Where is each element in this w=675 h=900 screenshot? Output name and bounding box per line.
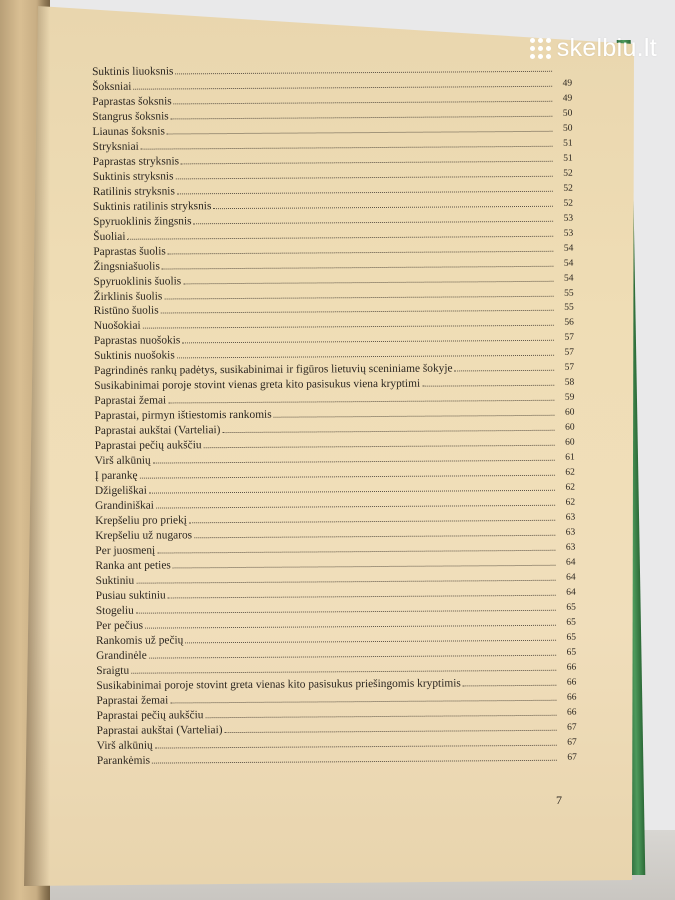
toc-entry-title: Grandiniškai <box>95 499 154 513</box>
dot-leader <box>173 564 556 569</box>
toc-entry-page: 64 <box>566 572 576 583</box>
toc-entry-page: 49 <box>562 78 573 89</box>
dot-leader <box>153 459 555 464</box>
toc-entry-title: Šuoliai <box>93 230 126 243</box>
dot-leader <box>171 115 553 120</box>
dot-leader <box>194 534 555 539</box>
dot-leader <box>177 190 553 195</box>
toc-entry-title: Susikabinimai poroje stovint greta vienas kito pasisukus priešingomis kryptimis <box>96 677 461 692</box>
toc-entry-title: Pagrindinės rankų padėtys, susikabinimai ir figūros lietuvių sceniniame šokyje <box>94 362 453 378</box>
dot-leader <box>182 339 554 344</box>
toc-entry-title: Paprastas šoksnis <box>92 95 172 108</box>
dot-leader <box>141 145 553 150</box>
dot-leader <box>136 579 555 584</box>
watermark <box>530 34 657 63</box>
toc-entry-page: 60 <box>565 422 575 433</box>
dot-leader <box>167 130 553 135</box>
dot-leader <box>183 279 553 284</box>
dot-leader <box>161 309 554 314</box>
toc-entry-page: 52 <box>563 183 573 194</box>
toc-entry-page: 49 <box>562 93 573 104</box>
toc-entry-title: Suktinis ratilinis stryksnis <box>92 199 212 213</box>
dot-leader <box>162 264 554 269</box>
toc-entry-title: Žirklinis šuolis <box>93 290 163 303</box>
dot-leader <box>145 624 556 629</box>
dot-leader <box>127 234 553 239</box>
toc-entry-page: 63 <box>565 512 576 523</box>
dot-leader <box>152 758 557 763</box>
toc-entry-title: Stryksniai <box>92 140 139 153</box>
dot-leader <box>164 294 553 299</box>
toc-entry-page: 60 <box>565 437 575 448</box>
dot-leader <box>156 504 555 509</box>
toc-entry-title: Žingsniašuolis <box>93 260 160 273</box>
toc-entry-page: 62 <box>565 497 576 508</box>
toc-entry-page: 62 <box>565 482 576 493</box>
dot-leader <box>185 639 556 644</box>
toc-entry-title: Suktiniu <box>95 574 135 587</box>
toc-entry-page: 64 <box>566 587 576 598</box>
toc-entry-page: 66 <box>566 662 577 673</box>
toc-entry-page: 63 <box>565 527 576 538</box>
toc-entry-title: Paprastai aukštai (Varteliai) <box>94 424 221 438</box>
toc-entry-title: Stogeliu <box>95 604 134 617</box>
page-number: 7 <box>556 793 562 807</box>
table-of-contents <box>92 60 577 767</box>
dot-grid-icon <box>530 38 551 59</box>
toc-entry-title: Paprastai, pirmyn ištiestomis rankomis <box>94 409 272 423</box>
toc-entry-page: 51 <box>563 153 573 164</box>
dot-leader <box>143 324 554 329</box>
toc-entry-page: 64 <box>565 557 576 568</box>
dot-leader <box>176 175 553 180</box>
dot-leader <box>157 549 555 554</box>
toc-entry-page: 65 <box>566 632 577 643</box>
dot-leader <box>213 204 553 208</box>
toc-entry-title: Paprastai pečių aukščiu <box>96 708 204 722</box>
toc-entry-title: Nuošokiai <box>93 320 141 333</box>
toc-entry-page: 50 <box>562 123 573 134</box>
toc-entry-page: 67 <box>567 752 577 763</box>
toc-entry-page: 55 <box>564 288 574 299</box>
toc-entry-title: Suktinis liuoksnis <box>92 65 174 78</box>
toc-entry-page: 63 <box>565 542 576 553</box>
dot-leader <box>463 683 557 686</box>
toc-entry-page: 53 <box>563 213 574 224</box>
toc-entry-page: 52 <box>563 168 573 179</box>
toc-entry-title: Per juosmenį <box>95 544 156 557</box>
toc-entry-title: Grandinėle <box>96 649 147 662</box>
toc-entry-page: 51 <box>563 138 573 149</box>
dot-leader <box>149 654 556 659</box>
toc-entry-title: Sraigtu <box>96 664 130 677</box>
toc-entry-page: 56 <box>564 318 574 329</box>
toc-entry-title: Suktinis stryksnis <box>92 170 174 183</box>
dot-leader <box>274 414 555 418</box>
dot-leader <box>170 698 556 703</box>
toc-entry-page: 54 <box>563 258 574 269</box>
toc-entry-title: Spyruoklinis žingsnis <box>93 214 192 228</box>
toc-entry-page: 67 <box>567 737 577 748</box>
toc-entry-title: Džigeliškai <box>94 484 147 498</box>
toc-entry-page: 55 <box>564 303 574 314</box>
toc-entry-title: Paprastai žemai <box>96 694 169 707</box>
toc-entry-title: Stangrus šoksnis <box>92 110 169 123</box>
toc-entry-page: 67 <box>567 722 577 733</box>
toc-entry-title: Rankomis už pečių <box>95 634 184 647</box>
dot-leader <box>155 743 557 748</box>
dot-leader <box>205 713 556 717</box>
toc-entry-page: 66 <box>567 707 577 718</box>
toc-entry-page: 58 <box>564 377 575 389</box>
toc-entry-title: Pusiau suktiniu <box>95 589 166 602</box>
toc-entry-title: Liaunas šoksnis <box>92 125 165 138</box>
toc-entry-title: Virš alkūnių <box>94 454 151 468</box>
dot-leader <box>149 489 555 494</box>
dot-leader <box>175 70 552 75</box>
dot-leader <box>225 728 557 732</box>
dot-leader <box>174 100 553 105</box>
toc-entry-page: 61 <box>565 452 575 463</box>
toc-entry-title: Spyruoklinis šuolis <box>93 274 182 288</box>
dot-leader <box>422 384 554 387</box>
dot-leader <box>168 594 556 599</box>
toc-entry-title: Šoksniai <box>92 80 132 93</box>
toc-entry-title: Susikabinimai poroje stovint vienas greta kito pasisukus viena kryptimi <box>94 378 421 393</box>
toc-entry-title: Paprastai žemai <box>94 394 167 408</box>
toc-entry-page: 62 <box>565 467 575 478</box>
toc-entry-title: Krepšeliu pro priekį <box>95 514 187 528</box>
toc-entry-page: 57 <box>564 348 575 359</box>
dot-leader <box>133 85 552 90</box>
toc-entry-page: 53 <box>563 228 574 239</box>
toc-entry-page: 66 <box>566 692 577 703</box>
dot-leader <box>136 609 556 614</box>
toc-entry-page: 66 <box>566 677 577 688</box>
toc-entry-title: Parankėmis <box>96 754 151 767</box>
toc-entry-title: Ristūno šuolis <box>93 305 159 318</box>
watermark-text: skelbiu.lt <box>556 34 657 62</box>
toc-entry-title: Paprastas nuošokis <box>93 334 181 348</box>
dot-leader <box>204 444 555 448</box>
dot-leader <box>222 429 554 433</box>
toc-entry-page: 65 <box>566 602 576 613</box>
toc-entry-title: Paprastas stryksnis <box>92 155 180 168</box>
toc-entry-title: Paprastas šuolis <box>93 245 166 258</box>
dot-leader <box>455 369 555 372</box>
toc-entry-title: Suktinis nuošokis <box>94 349 175 363</box>
dot-leader <box>140 474 555 479</box>
toc-entry-title: Virš alkūnių <box>96 739 153 752</box>
toc-entry-title: Paprastai pečių aukščiu <box>94 439 202 453</box>
toc-entry-page: 57 <box>564 362 575 374</box>
dot-leader <box>131 668 556 673</box>
toc-entry-page: 65 <box>566 647 577 658</box>
toc-entry-title: Į parankę <box>94 469 138 483</box>
dot-leader <box>181 160 553 165</box>
toc-entry-page: 59 <box>564 392 575 403</box>
dot-leader <box>177 354 554 359</box>
toc-entry-page: 57 <box>564 333 574 344</box>
toc-entry-title: Krepšeliu už nugaros <box>95 529 193 542</box>
dot-leader <box>189 519 555 524</box>
toc-entry-title: Paprastai aukštai (Varteliai) <box>96 723 223 737</box>
toc-entry-page: 65 <box>566 617 576 628</box>
dot-leader <box>168 399 554 404</box>
dot-leader <box>194 219 554 224</box>
toc-entry-page: 54 <box>563 273 574 284</box>
toc-entry-title: Ranka ant peties <box>95 559 171 572</box>
toc-entry-page: 60 <box>564 407 575 418</box>
toc-entry-title: Per pečius <box>95 619 144 632</box>
toc-entry-title: Ratilinis stryksnis <box>92 185 175 198</box>
toc-entry-page: 50 <box>562 108 573 119</box>
toc-entry-page: 54 <box>563 243 574 254</box>
toc-entry-page: 52 <box>563 198 574 209</box>
dot-leader <box>168 249 554 254</box>
